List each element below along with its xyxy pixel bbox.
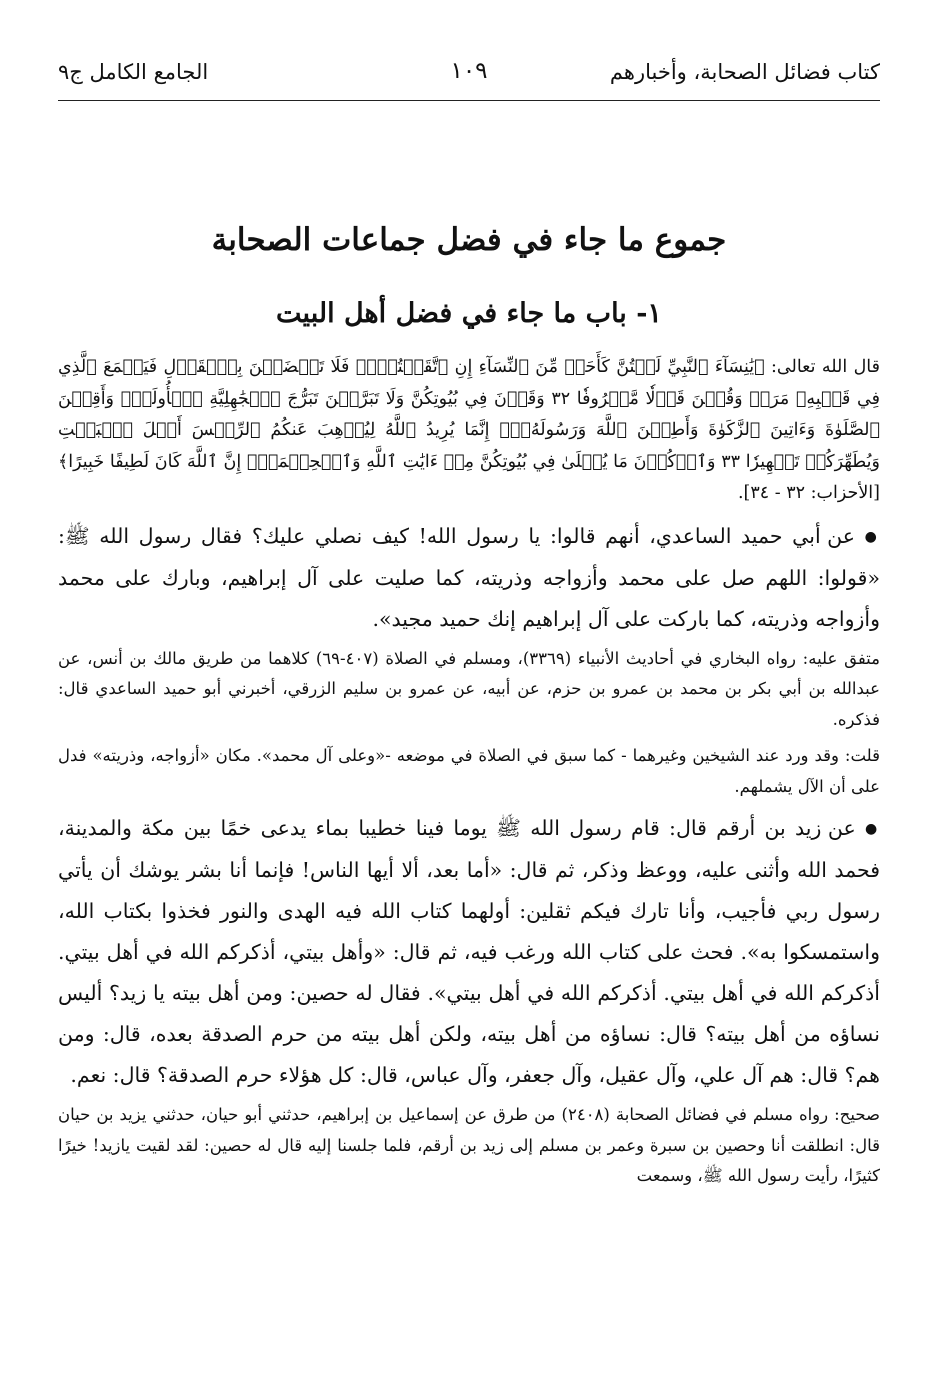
bullet-icon: ●	[864, 528, 880, 545]
takhrij-note: صحيح: رواه مسلم في فضائل الصحابة (٢٤٠٨) من طرق عن إسماعيل بن إبراهيم، حدثني أبو حيان، حدثني يزيد بن حيان قال: انطلقت أنا وحصين بن سبرة وعمر بن مسلم إلى زيد بن أرقم، فلما جلسنا إليه قال له حصين: لقد لقيت يازيد! خيرًا كثيرًا، رأيت رسول الله ﷺ، وسمعت	[58, 1105, 880, 1185]
quran-reference: [الأحزاب: ٣٢ - ٣٤].	[737, 483, 880, 503]
hadith-text: عن أبي حميد الساعدي، أنهم قالوا: يا رسول الله! كيف نصلي عليك؟ فقال رسول الله ﷺ: «قولوا: اللهم صل على محمد وأزواجه وذريته، كما صليت على آل إبراهيم، وبارك على محمد وأزواجه وذريته، كما باركت على آل إبراهيم إنك حميد مجيد».	[58, 523, 880, 631]
commentary-note: قلت: وقد ورد عند الشيخين وغيرهما - كما سبق في الصلاة في موضعه -«وعلى آل محمد». مكان «أزواجه، وذريته» فدل على أن الآل يشملهم.	[58, 746, 880, 796]
takhrij-note: متفق عليه: رواه البخاري في أحاديث الأنبياء (٣٣٦٩)، ومسلم في الصلاة (٤٠٧-٦٩) كلاهما من طريق مالك بن أنس، عن عبدالله بن أبي بكر بن محمد بن عمرو بن حزم، عن أبيه، عن عمرو بن سليم الزرقي، أخبرني أبو حميد الساعدي قال: فذكره.	[58, 648, 880, 729]
hadith-paragraph	[58, 808, 880, 1096]
bullet-icon: ●	[865, 821, 880, 837]
header-book-title: كتاب فضائل الصحابة، وأخبارهم	[609, 60, 880, 84]
chapter-heading: ١- باب ما جاء في فضل أهل البيت	[276, 298, 662, 329]
quran-intro: قال الله تعالى:	[771, 357, 880, 377]
hadith-text: عن زيد بن أرقم قال: قام رسول الله ﷺ يوما فينا خطيبا بماء يدعى خمًا بين مكة والمدينة، فحمد الله وأثنى عليه، ووعظ وذكر، ثم قال: «أما بعد، ألا أيها الناس! فإنما أنا بشر يوشك أن يأتي رسول ربي فأجيب، وأنا تارك فيكم ثقلين: أولهما كتاب الله فيه الهدى والنور فخذوا بكتاب الله، واستمسكوا به». فحث على كتاب الله ورغب فيه، ثم قال: «وأهل بيتي، أذكركم الله في أهل بيتي. أذكركم الله في أهل بيتي. أذكركم الله في أهل بيتي». فقال له حصين: ومن أهل بيته يا زيد؟ أليس نساؤه من أهل بيته؟ قال: نساؤه من أهل بيته، ولكن أهل بيته من حرم الصدقة بعده، قال: ومن هم؟ قال: هم آل علي، وآل عقيل، وآل جعفر، وآل عباس، قال: كل هؤلاء حرم الصدقة؟ قال: نعم.	[58, 816, 880, 1087]
section-title: جموع ما جاء في فضل جماعات الصحابة	[211, 222, 727, 258]
quran-verse: ﴿يَٰنِسَآءَ ٱلنَّبِيِّ لَسۡتُنَّ كَأَحَدٖ مِّنَ ٱلنِّسَآءِ إِنِ ٱتَّقَيۡتُنَّۚ فَلَا تَخۡضَعۡنَ بِٱلۡقَوۡلِ فَيَطۡمَعَ ٱلَّذِي فِي قَلۡبِهِۦ مَرَضٞ وَقُلۡنَ قَوۡلٗا مَّعۡرُوفٗا ٣٢ وَقَرۡنَ فِي بُيُوتِكُنَّ وَلَا تَبَرَّجۡنَ تَبَرُّجَ ٱلۡجَٰهِلِيَّةِ ٱلۡأُولَىٰۖ وَأَقِمۡنَ ٱلصَّلَوٰةَ وَءَاتِينَ ٱلزَّكَوٰةَ وَأَطِعۡنَ ٱللَّهَ وَرَسُولَهُۥٓۚ إِنَّمَا يُرِيدُ ٱللَّهُ لِيُذۡهِبَ عَنكُمُ ٱلرِّجۡسَ أَهۡلَ ٱلۡبَيۡتِ وَيُطَهِّرَكُمۡ تَطۡهِيرٗا ٣٣ وَٱذۡكُرۡنَ مَا يُتۡلَىٰ فِي بُيُوتِكُنَّ مِنۡ ءَايَٰتِ ٱللَّهِ وَٱلۡحِكۡمَةِۚ إِنَّ ٱللَّهَ كَانَ لَطِيفًا خَبِيرًا﴾	[58, 357, 880, 472]
header-volume-label: الجامع الكامل ج٩	[58, 60, 209, 84]
hadith-paragraph	[58, 516, 880, 640]
page-number: ١٠٩	[450, 58, 488, 84]
page-body	[58, 352, 880, 1198]
running-header	[58, 52, 880, 101]
quran-passage	[58, 352, 880, 510]
